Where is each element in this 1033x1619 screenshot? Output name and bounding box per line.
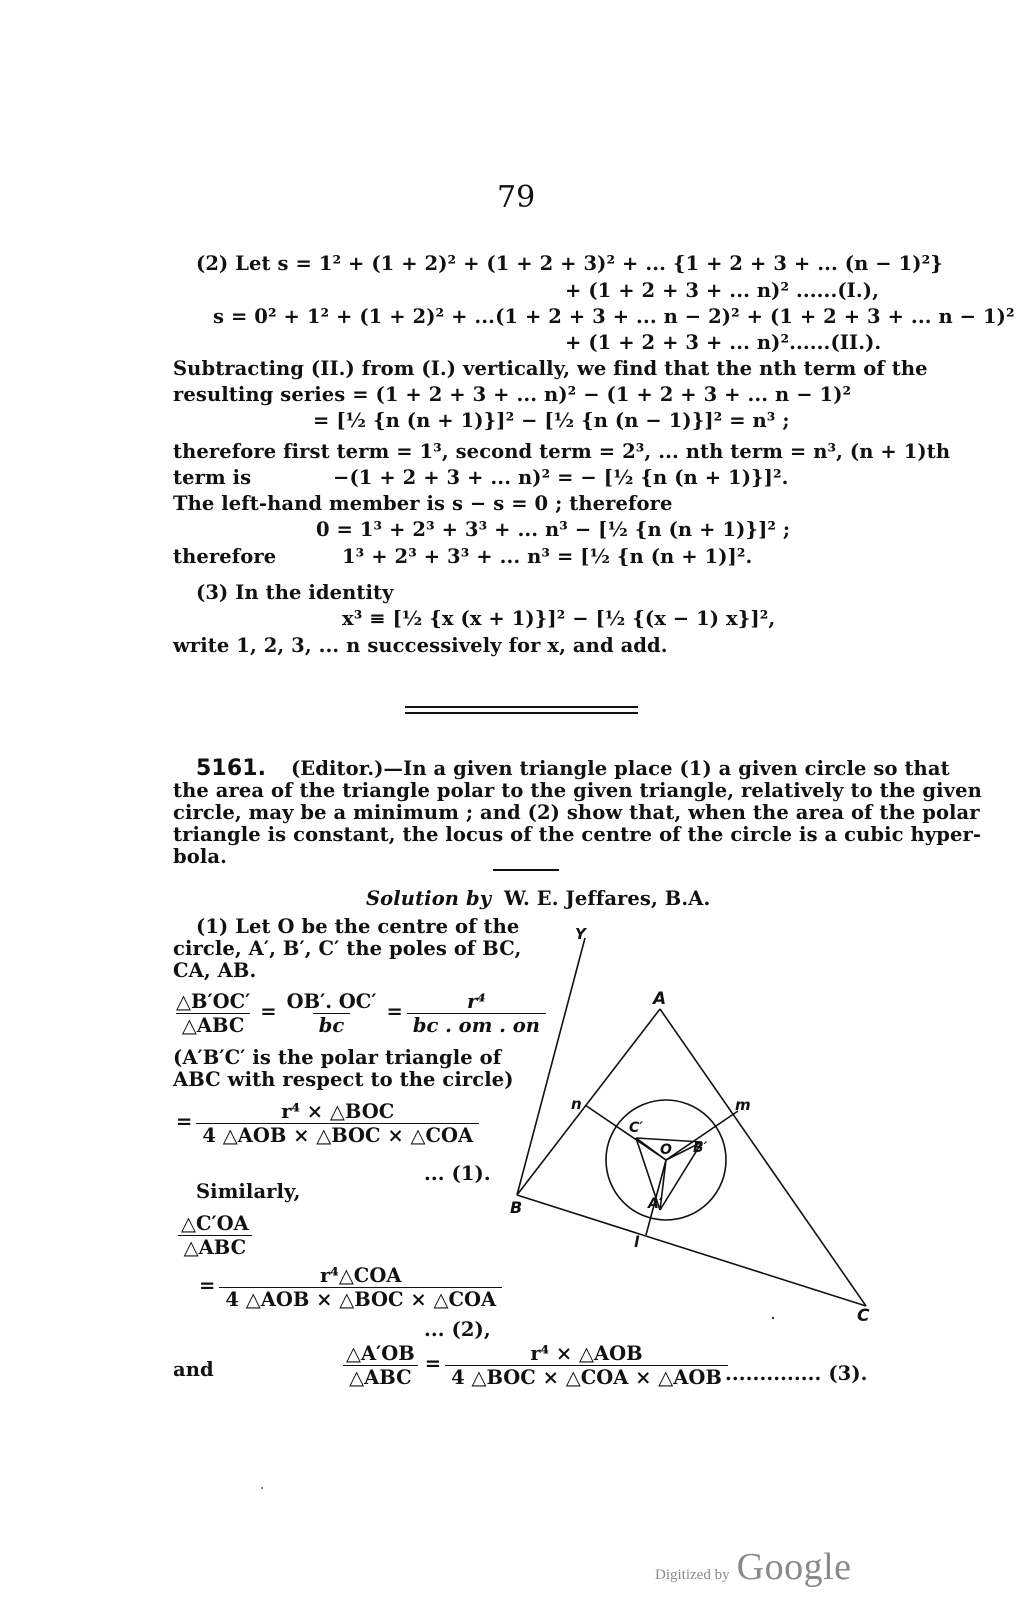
part2-line9a: term is (173, 466, 252, 489)
eq1-fraction (196, 1100, 479, 1147)
short-rule (493, 869, 559, 871)
eq3-num: r⁴ × △AOB (530, 1342, 643, 1365)
part3-line15: write 1, 2, 3, ... n successively for x, and add. (173, 634, 668, 657)
part2-line9b: −(1 + 2 + 3 + ... n)² = − [½ {n (n + 1)}]². (333, 466, 789, 489)
label-c-prime: C′ (629, 1120, 643, 1136)
problem-line4: triangle is constant, the locus of the centre of the circle is a cubic hyper- (173, 823, 982, 846)
f1-den: △ABC (176, 1013, 251, 1037)
paren-line2: ABC with respect to the circle) (173, 1068, 514, 1091)
eq1-den: 4 △AOB × △BOC × △COA (196, 1123, 479, 1147)
part2-line3: s = 0² + 1² + (1 + 2)² + ...(1 + 2 + 3 + ... n − 2)² + (1 + 2 + 3 + ... n − 1)² (213, 305, 1015, 328)
fraction-c1oa-abc-wrap (175, 1212, 255, 1259)
ratio-equation (170, 990, 546, 1037)
google-logo: Google (736, 1546, 852, 1588)
equals-sign: = (199, 1274, 216, 1297)
line-by (517, 938, 585, 1195)
f4-den: △ABC (178, 1235, 253, 1259)
part2-line11: 0 = 1³ + 2³ + 3³ + ... n³ − [½ {n (n + 1)}]² ; (316, 518, 791, 541)
label-n: n (571, 1095, 582, 1113)
problem-line3: circle, may be a minimum ; and (2) show that, when the area of the polar (173, 801, 980, 824)
f2-num: OB′. OC′ (286, 990, 377, 1013)
label-b: B (510, 1198, 523, 1217)
label-o: O (660, 1142, 672, 1158)
eq2-num: r⁴△COA (320, 1264, 402, 1287)
ref-2: ... (2), (424, 1318, 491, 1341)
given-circle (606, 1100, 726, 1220)
eq1-num: r⁴ × △BOC (281, 1100, 395, 1123)
f2-den: bc (313, 1013, 351, 1037)
fraction-c1oa-abc (175, 1212, 255, 1259)
equals-sign: = (260, 1000, 277, 1023)
f1-num: △B′OC′ (176, 990, 251, 1013)
f3-den: bc . om . on (407, 1013, 546, 1037)
solution-heading (366, 887, 710, 910)
label-b-prime: B′ (693, 1140, 708, 1156)
problem-line1: (Editor.)—In a given triangle place (1) a given circle so that (290, 757, 950, 780)
page-number: 79 (497, 180, 536, 215)
double-rule-top (405, 706, 638, 708)
part2-line6: resulting series = (1 + 2 + 3 + ... n)² − (1 + 2 + 3 + ... n − 1)² (173, 383, 852, 406)
part2-line10: The left-hand member is s − s = 0 ; therefore (173, 492, 673, 515)
f4-num: △C′OA (181, 1212, 249, 1235)
f5-num: △A′OB (346, 1342, 415, 1365)
part3-line13: (3) In the identity (196, 581, 394, 604)
part2-line2: + (1 + 2 + 3 + ... n)² ......(I.), (565, 279, 879, 302)
part2-line7: = [½ {n (n + 1)}]² − [½ {n (n − 1)}]² = n³ ; (313, 409, 790, 432)
problem-text-line1 (196, 756, 950, 781)
digitized-by-watermark (655, 1545, 852, 1589)
label-y: Y (575, 925, 586, 943)
label-c: C (857, 1306, 870, 1326)
fraction-ob1oc1-bc (281, 990, 383, 1037)
eq3-den: 4 △BOC × △COA × △AOB (445, 1365, 728, 1389)
part2-line12a: therefore (173, 545, 277, 568)
label-l: l (634, 1233, 640, 1251)
equals-sign: = (176, 1110, 193, 1133)
label-m: m (735, 1096, 751, 1114)
solution-author: W. E. Jeffares, B.A. (504, 887, 711, 910)
stray-dot-1 (772, 1317, 774, 1319)
digitized-label: Digitized by (655, 1567, 730, 1583)
label-a: A (653, 989, 667, 1009)
sol-line2: circle, A′, B′, C′ the poles of BC, (173, 937, 522, 960)
problem-line5: bola. (173, 845, 227, 868)
similarly: Similarly, (196, 1180, 301, 1203)
paren-line1: (A′B′C′ is the polar triangle of (173, 1046, 502, 1069)
label-a-prime: A′ (648, 1196, 663, 1212)
radius-on (585, 1105, 666, 1160)
fraction-b1oc1-abc (170, 990, 256, 1037)
equation-2 (195, 1264, 502, 1311)
sol-line3: CA, AB. (173, 959, 257, 982)
fraction-a1ob-abc (340, 1342, 421, 1389)
stray-dot-2 (261, 1487, 263, 1489)
ref-1: ... (1). (424, 1162, 491, 1185)
ref-3: .............. (3). (725, 1362, 868, 1385)
equation-3 (340, 1342, 728, 1389)
part2-line8: therefore first term = 1³, second term = 2³, ... nth term = n³, (n + 1)th (173, 440, 951, 463)
fraction-r4-bcomon (407, 990, 546, 1037)
equation-1 (172, 1100, 479, 1147)
eq3-fraction (445, 1342, 728, 1389)
double-rule-bottom (405, 712, 638, 714)
f3-num: r⁴ (466, 990, 486, 1013)
problem-number: 5161. (196, 756, 267, 781)
part2-line5: Subtracting (II.) from (I.) vertically, we find that the nth term of the (173, 357, 928, 380)
sol-line1: (1) Let O be the centre of the (196, 915, 520, 938)
side-ac (660, 1009, 866, 1306)
solution-by: Solution by (366, 887, 492, 910)
problem-line2: the area of the triangle polar to the given triangle, relatively to the given (173, 779, 982, 802)
part3-line14: x³ ≡ [½ {x (x + 1)}]² − [½ {(x − 1) x}]², (342, 607, 776, 630)
and-word: and (173, 1358, 214, 1381)
part2-line12b: 1³ + 2³ + 3³ + ... n³ = [½ {n (n + 1)]². (342, 545, 753, 568)
eq2-den: 4 △AOB × △BOC × △COA (219, 1287, 502, 1311)
eq2-fraction (219, 1264, 502, 1311)
part2-line4: + (1 + 2 + 3 + ... n)²......(II.). (565, 331, 882, 354)
f5-den: △ABC (343, 1365, 418, 1389)
part2-line1: (2) Let s = 1² + (1 + 2)² + (1 + 2 + 3)² + ... {1 + 2 + 3 + ... (n − 1)²} (196, 252, 943, 275)
equals-sign: = (424, 1352, 442, 1375)
equals-sign: = (386, 1000, 403, 1023)
side-bc (517, 1195, 866, 1306)
